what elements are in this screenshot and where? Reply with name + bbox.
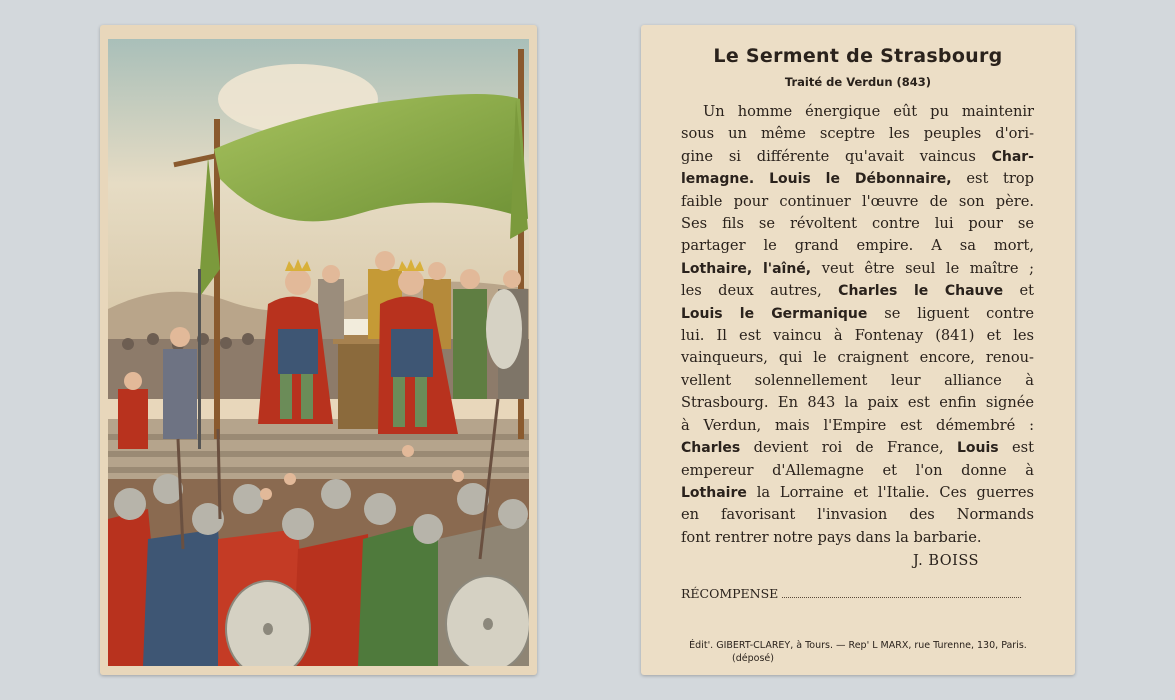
body-line (681, 325, 1034, 347)
body-run: se liguent contre (867, 304, 1034, 322)
publisher-imprint (641, 639, 1075, 665)
body-run: les deux autres, (681, 282, 839, 300)
oath-of-strasbourg-illustration-icon (108, 39, 529, 666)
body-line (681, 504, 1034, 526)
text-card (641, 25, 1075, 675)
body-line (681, 415, 1034, 437)
body-run: vellent solennellement leur alliance à (681, 371, 1034, 389)
body-line (681, 258, 1034, 280)
body-line (681, 460, 1034, 482)
body-line (681, 527, 1034, 549)
body-line (681, 235, 1034, 257)
recompense-line (681, 586, 1021, 601)
body-bold-run: Lothaire, l'aîné, (681, 260, 812, 277)
body-line (681, 168, 1034, 190)
body-run: sous un même sceptre les peuples d'ori- (681, 125, 1034, 143)
body-line (681, 123, 1034, 145)
body-line (681, 347, 1034, 369)
body-run: Ses fils se révoltent contre lui pour se (681, 215, 1034, 233)
body-run: faible pour continuer l'œuvre de son père. (681, 192, 1034, 210)
body-line (681, 213, 1034, 235)
body-bold-run: Charles (681, 440, 741, 457)
card-title: Le Serment de Strasbourg (713, 45, 1003, 67)
recompense-dotted-line (782, 587, 1021, 598)
body-line (681, 482, 1034, 504)
recompense-label: RÉCOMPENSE (681, 586, 779, 601)
publisher-deposit-note: (déposé) (732, 653, 774, 664)
body-run: la Lorraine et l'Italie. Ces guerres (746, 483, 1034, 501)
body-bold-run: Lothaire (681, 484, 747, 501)
body-run: veut être seul le maître ; (811, 259, 1034, 277)
body-line (681, 303, 1034, 325)
body-line (681, 370, 1034, 392)
body-line (681, 191, 1034, 213)
card-body-text (681, 101, 1034, 549)
body-run: Strasbourg. En 843 la paix est enfin signée (681, 394, 1034, 412)
illustration-card (100, 25, 537, 675)
body-run: partager le grand empire. A sa mort, (681, 237, 1034, 255)
body-run: est (998, 439, 1034, 457)
body-bold-run: Louis (956, 440, 999, 457)
body-run: est trop (951, 170, 1034, 188)
publisher-line: Édit'. GIBERT-CLAREY, à Tours. — Rep' L MARX, rue Turenne, 130, Paris. (689, 640, 1027, 651)
card-subtitle: Traité de Verdun (843) (784, 75, 932, 89)
body-run: lui. Il est vaincu à Fontenay (841) et les (681, 327, 1034, 345)
body-run: et (1003, 282, 1034, 300)
signature: J. BOISS (912, 553, 979, 569)
body-run: gine si différente qu'avait vaincus (681, 147, 992, 165)
body-run: empereur d'Allemagne et l'on donne à (681, 461, 1034, 479)
body-run: à Verdun, mais l'Empire est démembré : (681, 416, 1034, 434)
body-bold-run: Char- (991, 148, 1034, 165)
body-bold-run: Louis le Germanique (681, 305, 868, 322)
body-run: vainqueurs, qui le craignent encore, renou- (681, 349, 1034, 367)
body-bold-run: lemagne. Louis le Débonnaire, (681, 171, 952, 188)
body-run: font rentrer notre pays dans la barbarie. (681, 528, 982, 546)
body-line (681, 146, 1034, 168)
body-line (681, 392, 1034, 414)
body-line (681, 280, 1034, 302)
body-run: devient roi de France, (740, 439, 957, 457)
body-run: en favorisant l'invasion des Normands (681, 506, 1034, 524)
body-run: Un homme énergique eût pu maintenir (703, 103, 1034, 120)
body-line (681, 437, 1034, 459)
body-line (681, 101, 1034, 123)
body-bold-run: Charles le Chauve (838, 283, 1004, 300)
